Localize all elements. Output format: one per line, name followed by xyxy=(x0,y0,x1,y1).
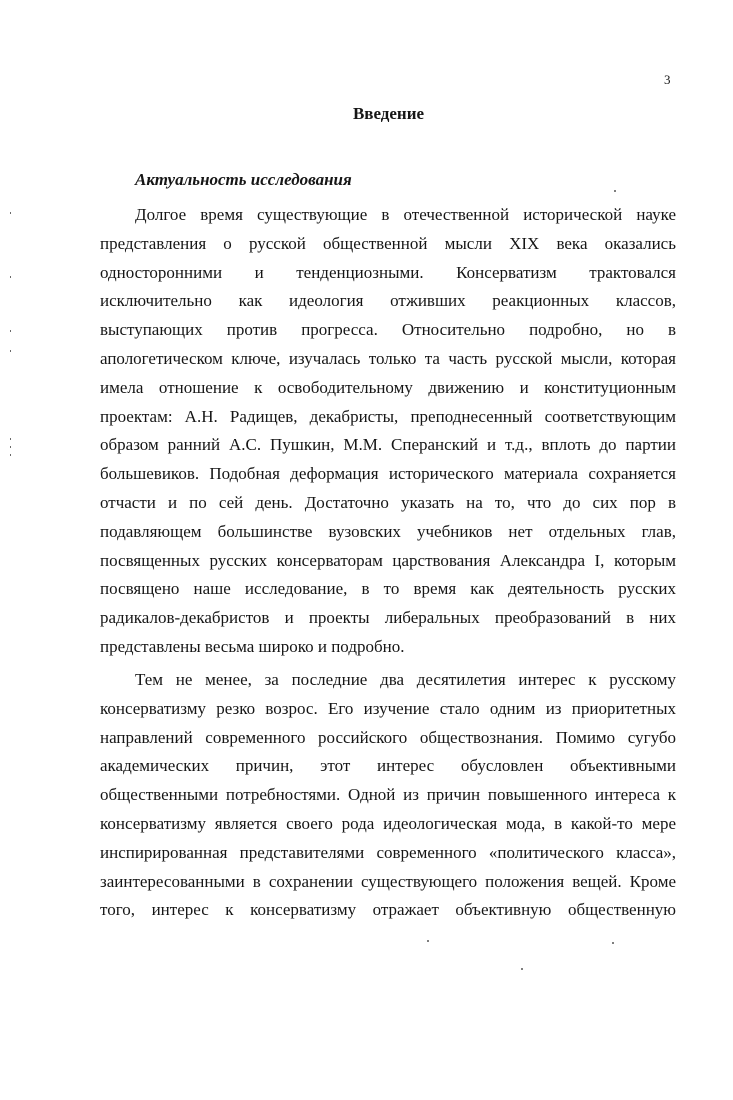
text-line: представлены весьма широко и подробно. xyxy=(100,636,405,656)
scan-speck xyxy=(614,190,616,192)
scan-speck xyxy=(612,942,614,944)
section-heading: Актуальность исследования xyxy=(135,170,352,189)
text-line: апологетическом ключе, изучалась только та часть русской мысли, которая xyxy=(100,348,676,368)
text-line: консерватизму является своего рода идеологическая мода, в какой-то мере xyxy=(100,813,676,833)
text-line: инспирированная представителями современного «политического класса», xyxy=(100,842,676,862)
text-line: представления о русской общественной мысли XIX века оказались xyxy=(100,233,676,253)
text-line: исключительно как идеология отживших реакционных классов, xyxy=(100,291,676,311)
scan-speck xyxy=(10,350,11,352)
text-line: проектам: А.Н. Радищев, декабристы, преподнесенный соответствующим xyxy=(100,406,676,426)
text-line: радикалов-декабристов и проекты либеральных преобразований в них xyxy=(100,608,676,628)
text-line: заинтересованными в сохранении существующего положения вещей. Кроме xyxy=(100,871,676,891)
page-title: Введение xyxy=(352,104,425,123)
text-line: отчасти и по сей день. Достаточно указать на то, что до сих пор в xyxy=(100,492,676,512)
paragraph-1 xyxy=(100,201,676,662)
scan-speck xyxy=(521,968,523,970)
text-line: подавляющем большинстве вузовских учебников нет отдельных глав, xyxy=(100,521,676,541)
text-line: Долгое время существующие в отечественной исторической науке xyxy=(135,205,676,224)
scan-speck xyxy=(10,438,11,440)
text-line: большевиков. Подобная деформация исторического материала сохраняется xyxy=(100,464,676,484)
paragraph-2 xyxy=(100,666,676,925)
text-line: выступающих против прогресса. Относительно подробно, но в xyxy=(100,320,676,340)
page-number: 3 xyxy=(664,72,671,87)
scan-speck xyxy=(10,446,11,448)
scan-speck xyxy=(10,454,11,456)
text-line: посвященных русских консерваторам царствования Александра I, которым xyxy=(100,550,676,570)
text-line: общественными потребностями. Одной из причин повышенного интереса к xyxy=(100,785,676,805)
scan-speck xyxy=(427,940,429,942)
text-line: консерватизму резко возрос. Его изучение стало одним из приоритетных xyxy=(100,698,676,718)
scan-speck xyxy=(10,276,11,278)
text-line: направлений современного российского обществознания. Помимо сугубо xyxy=(100,727,676,747)
text-line: образом ранний А.С. Пушкин, М.М. Сперанский и т.д., вплоть до партии xyxy=(100,435,676,455)
text-line: Тем не менее, за последние два десятилетия интерес к русскому xyxy=(135,670,676,689)
text-line: академических причин, этот интерес обусловлен объективными xyxy=(100,756,676,776)
text-line: односторонними и тенденциозными. Консерватизм трактовался xyxy=(100,262,676,282)
text-line: посвящено наше исследование, в то время как деятельность русских xyxy=(100,579,676,599)
scan-speck xyxy=(10,212,11,214)
text-line: имела отношение к освободительному движению и конституционным xyxy=(100,377,676,397)
text-line: того, интерес к консерватизму отражает объективную общественную xyxy=(100,900,676,920)
scan-speck xyxy=(10,330,11,332)
